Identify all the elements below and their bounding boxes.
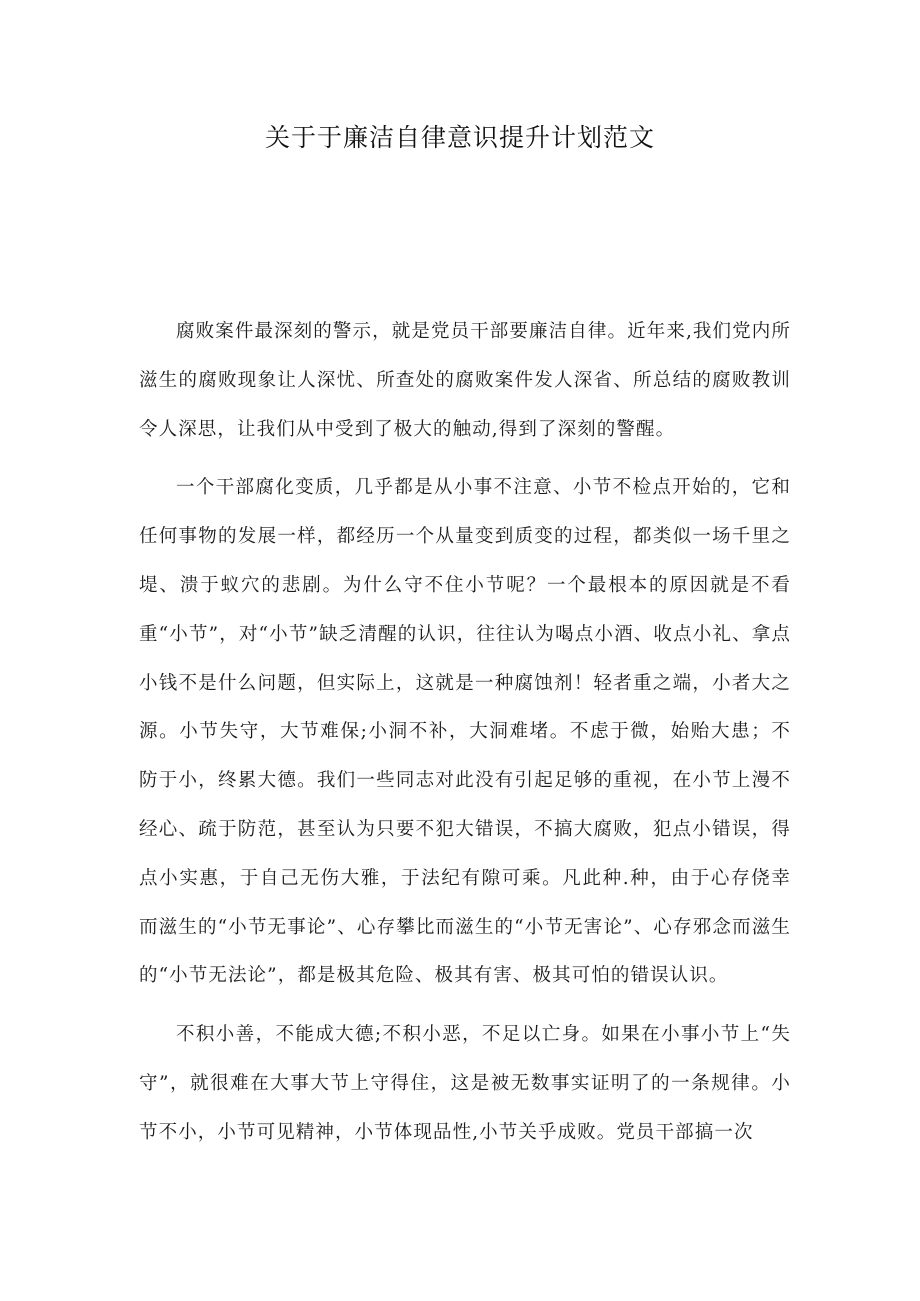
paragraph-3: 不积小善，不能成大德;不积小恶，不足以亡身。如果在小事小节上“失守”，就很难在大事大节上守得住，这是被无数事实证明了的一条规律。小节不小，小节可见精神，小节体现品性,小节关乎成败。党员干部搞一次 — [139, 1024, 791, 1143]
paragraph-1: 腐败案件最深刻的警示，就是党员干部要廉洁自律。近年来,我们党内所滋生的腐败现象让人深忧、所查处的腐败案件发人深省、所总结的腐败教训令人深思，让我们从中受到了极大的触动,得到了深刻的警醒。 — [139, 321, 791, 440]
document-body — [139, 308, 791, 1168]
document-title: 关于于廉洁自律意识提升计划范文 — [264, 123, 655, 152]
paragraph-2: 一个干部腐化变质，几乎都是从小事不注意、小节不检点开始的，它和任何事物的发展一样，都经历一个从量变到质变的过程，都类似一场千里之堤、溃于蚁穴的悲剧。为什么守不住小节呢？一个最根本的原因就是不看重“小节”，对“小节”缺乏清醒的认识，往往认为喝点小酒、收点小礼、拿点小钱不是什么问题，但实际上，这就是一种腐蚀剂！轻者重之端，小者大之源。小节失守，大节难保;小洞不补，大洞难堵。不虑于微，始贻大患；不防于小，终累大德。我们一些同志对此没有引起足够的重视，在小节上漫不经心、疏于防范，甚至认为只要不犯大错误，不搞大腐败，犯点小错误，得点小实惠，于自己无伤大雅，于法纪有隙可乘。凡此种.种，由于心存侥幸而滋生的“小节无事论”、心存攀比而滋生的“小节无害论”、心存邪念而滋生的“小节无法论”，都是极其危险、极其有害、极其可怕的错误认识。 — [139, 477, 791, 987]
